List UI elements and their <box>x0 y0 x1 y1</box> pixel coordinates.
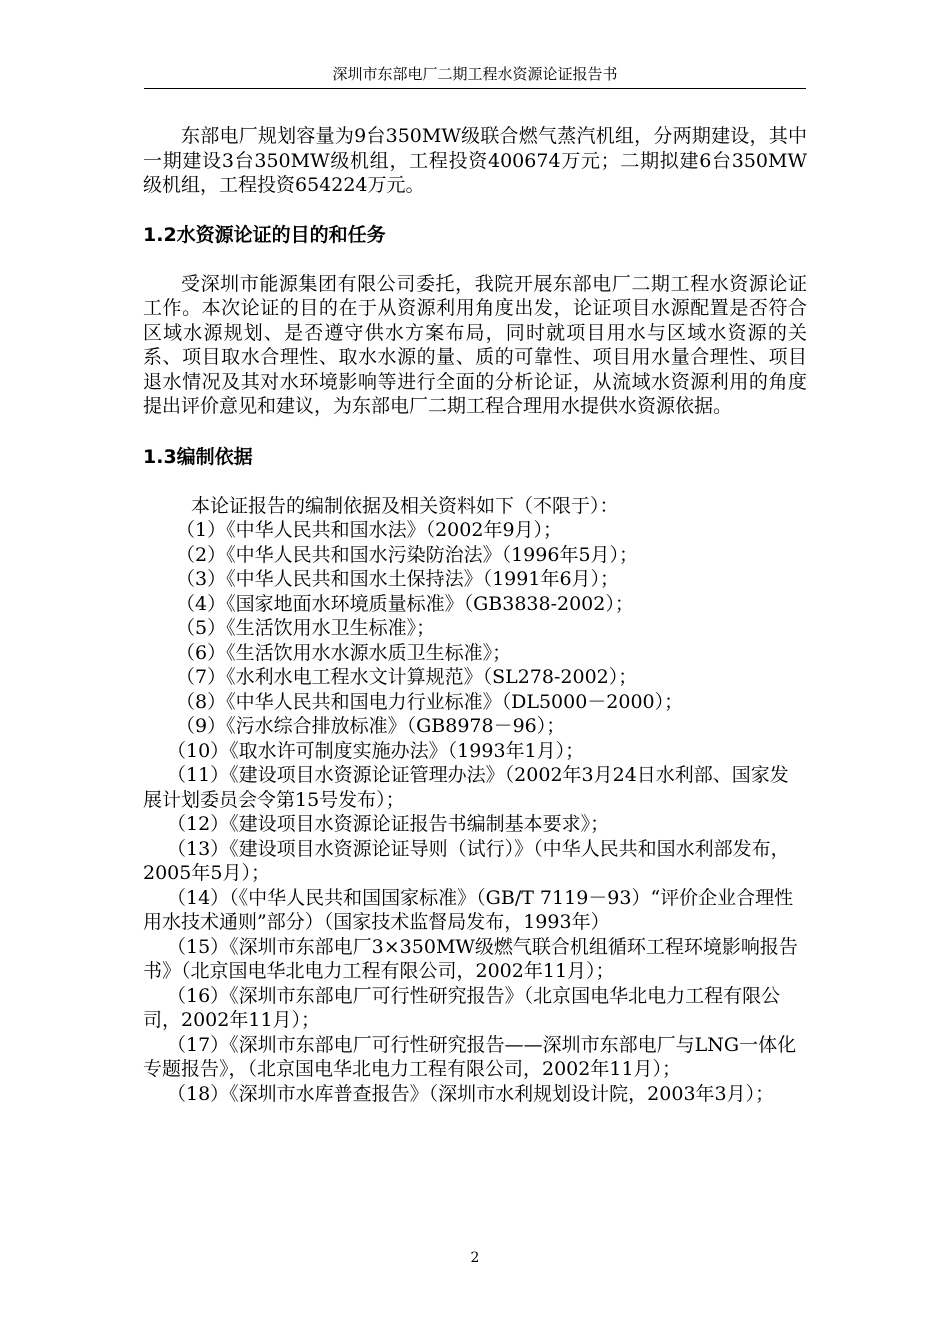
reference-item: （3）《中华人民共和国水土保持法》（1991年6月）； <box>176 568 620 590</box>
reference-item: （15）《深圳市东部电厂3×350MW级燃气联合机组循环工程环境影响报告书》（北京国电华北电力工程有限公司，2002年11月）； <box>143 935 798 982</box>
reference-item: （10）《取水许可制度实施办法》（1993年1月）； <box>167 739 585 762</box>
intro-paragraph: 东部电厂规划容量为9台350MW级联合燃气蒸汽机组，分两期建设，其中一期建设3台350MW级机组，工程投资400674万元；二期拟建6台350MW级机组，工程投资654224万元。 <box>143 125 807 196</box>
reference-item: （8）《中华人民共和国电力行业标准》（DL5000－2000）； <box>176 690 684 713</box>
running-header: 深圳市东部电厂二期工程水资源论证报告书 <box>332 65 618 83</box>
section-1-2-paragraph: 受深圳市能源集团有限公司委托，我院开展东部电厂二期工程水资源论证工作。本次论证的目的在于从资源利用角度出发，论证项目水源配置是否符合区域水源规划、是否遵守供水方案布局，同时就项目用水与区域水资源的关系、项目取水合理性、取水水源的量、质的可靠性、项目用水量合理性、项目退水情况及其对水环境影响等进行全面的分析论证，从流域水资源利用的角度提出评价意见和建议，为东部电厂二期工程合理用水提供水资源依据。 <box>143 272 807 417</box>
reference-item: （5）《生活饮用水卫生标准》； <box>176 617 436 639</box>
section-heading-1-2: 1.2水资源论证的目的和任务 <box>143 223 386 246</box>
reference-item: （12）《建设项目水资源论证报告书编制基本要求》； <box>167 813 610 835</box>
references-intro: 本论证报告的编制依据及相关资料如下（不限于）： <box>191 494 619 517</box>
reference-item: （2）《中华人民共和国水污染防治法》（1996年5月）； <box>176 543 639 566</box>
reference-item: （16）《深圳市东部电厂可行性研究报告》（北京国电华北电力工程有限公司，2002年11月）； <box>143 984 781 1031</box>
reference-item: （18）《深圳市水库普查报告》（深圳市水利规划设计院，2003年3月）； <box>167 1082 775 1105</box>
reference-item: （6）《生活饮用水水源水质卫生标准》； <box>176 641 512 664</box>
page-number: 2 <box>470 1250 480 1266</box>
reference-item: （14）（《中华人民共和国国家标准》（GB/T 7119－93）“评价企业合理性用水技术通则”部分）（国家技术监督局发布，1993年） <box>143 886 794 933</box>
reference-item: （13）《建设项目水资源论证导则（试行）》（中华人民共和国水利部发布，2005年5月）； <box>143 837 790 884</box>
reference-item: （1）《中华人民共和国水法》（2002年9月）； <box>176 519 563 541</box>
reference-item: （7）《水利水电工程水文计算规范》（SL278-2002）； <box>176 666 638 688</box>
document-body <box>143 124 807 1106</box>
reference-item: （9）《污水综合排放标准》（GB8978－96）； <box>176 715 566 737</box>
section-heading-1-3: 1.3编制依据 <box>143 445 253 468</box>
reference-item: （17）《深圳市东部电厂可行性研究报告——深圳市东部电厂与LNG一体化专题报告》，（北京国电华北电力工程有限公司，2002年11月）； <box>143 1033 797 1080</box>
references-list <box>143 518 807 1106</box>
reference-item: （11）《建设项目水资源论证管理办法》（2002年3月24日水利部、国家发展计划委员会令第15号发布）； <box>143 764 789 811</box>
reference-item: （4）《国家地面水环境质量标准》（GB3838-2002）； <box>176 592 634 615</box>
header-rule <box>144 88 806 89</box>
